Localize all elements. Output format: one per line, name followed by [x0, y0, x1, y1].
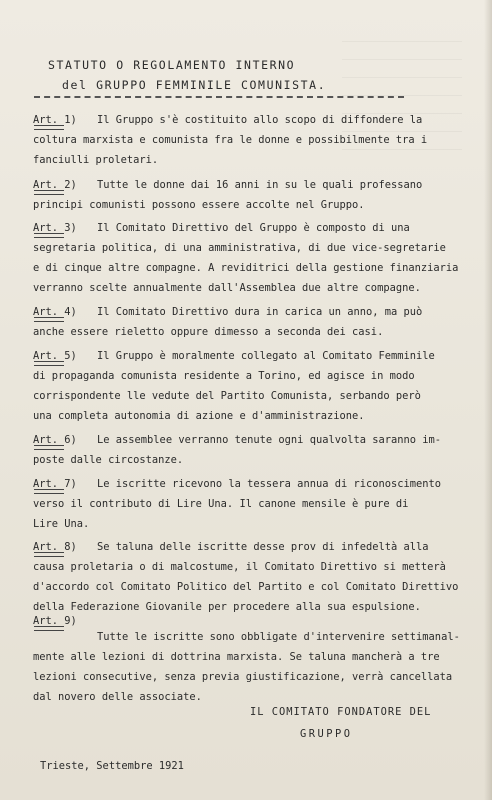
- article-text-line: Il Gruppo s'è costituito allo scopo di diffondere la: [97, 114, 423, 126]
- signature-line-2: GRUPPO: [300, 728, 353, 740]
- article-text-line: fanciulli proletari.: [33, 154, 159, 166]
- article-text-line: verranno scelte annualmente dall'Assemblea due altre compagne.: [33, 282, 421, 294]
- article-text-line: mente alle lezioni di dottrina marxista. Se taluna mancherà a tre: [33, 651, 440, 663]
- article-text-line: d'accordo col Comitato Politico del Partito e col Comitato Direttivo: [33, 581, 459, 593]
- article-label: Art. 3): [33, 218, 97, 238]
- article-text-line: verso il contributo di Lire Una. Il canone mensile è pure di: [33, 498, 409, 510]
- document-title: STATUTO O REGOLAMENTO INTERNO: [48, 58, 296, 72]
- article-label: Art. 8): [33, 537, 97, 557]
- article-2: [33, 175, 483, 215]
- article-5: [33, 346, 483, 426]
- article-text-line: Tutte le donne dai 16 anni in su le quali professano: [97, 179, 423, 191]
- article-text-line: Il Comitato Direttivo del Gruppo è composto di una: [97, 222, 410, 234]
- page-edge-shadow: [484, 0, 492, 800]
- signature-line-1: IL COMITATO FONDATORE DEL: [250, 706, 432, 718]
- article-text-line: causa proletaria o di malcostume, il Comitato Direttivo si metterà: [33, 561, 446, 573]
- title-underline-rule: [34, 96, 404, 98]
- article-text-line: segretaria politica, di una amministrativa, di due vice-segretarie: [33, 242, 446, 254]
- article-9: [33, 611, 483, 707]
- article-text-line: Le iscritte ricevono la tessera annua di riconoscimento: [97, 478, 442, 490]
- article-text-line: coltura marxista e comunista fra le donne e possibilmente tra i: [33, 134, 428, 146]
- article-text-line: anche essere rieletto oppure dimesso a seconda dei casi.: [33, 326, 384, 338]
- article-1: [33, 110, 483, 170]
- article-text-line: Il Gruppo è moralmente collegato al Comitato Femminile: [97, 350, 435, 362]
- article-text-line: Le assemblee verranno tenute ogni qualvolta saranno im-: [97, 434, 442, 446]
- article-text-line: una completa autonomia di azione e d'amministrazione.: [33, 410, 365, 422]
- article-text-line: Se taluna delle iscritte desse prov di infedeltà alla: [97, 541, 429, 553]
- article-text-line: Lire Una.: [33, 518, 90, 530]
- article-text-line: poste dalle circostanze.: [33, 454, 184, 466]
- article-text-line: Il Comitato Direttivo dura in carica un anno, ma può: [97, 306, 423, 318]
- article-text-line: dal novero delle associate.: [33, 691, 202, 703]
- article-text-line: corrispondente lle vedute del Partito Comunista, serbando però: [33, 390, 421, 402]
- article-label: Art. 9): [33, 611, 97, 631]
- article-3: [33, 218, 483, 298]
- article-8: [33, 537, 483, 617]
- article-text-line: principi comunisti possono essere accolte nel Gruppo.: [33, 199, 365, 211]
- article-label: Art. 4): [33, 302, 97, 322]
- article-text-line: di propaganda comunista residente a Torino, ed agisce in modo: [33, 370, 415, 382]
- article-6: [33, 430, 483, 470]
- article-text-line: Tutte le iscritte sono obbligate d'intervenire settimanal-: [97, 631, 460, 643]
- article-label: Art. 5): [33, 346, 97, 366]
- article-text-line: della Federazione Giovanile per procedere alla sua espulsione.: [33, 601, 421, 613]
- article-text-line: lezioni consecutive, senza previa giustificazione, verrà cancellata: [33, 671, 453, 683]
- article-4: [33, 302, 483, 342]
- place-and-date: Trieste, Settembre 1921: [40, 760, 184, 772]
- document-subtitle: del GRUPPO FEMMINILE COMUNISTA.: [62, 78, 327, 92]
- article-label: Art. 2): [33, 175, 97, 195]
- article-label: Art. 7): [33, 474, 97, 494]
- article-label: Art. 6): [33, 430, 97, 450]
- article-text-line: e di cinque altre compagne. A reviditrici della gestione finanziaria: [33, 262, 459, 274]
- article-7: [33, 474, 483, 534]
- article-label: Art. 1): [33, 110, 97, 130]
